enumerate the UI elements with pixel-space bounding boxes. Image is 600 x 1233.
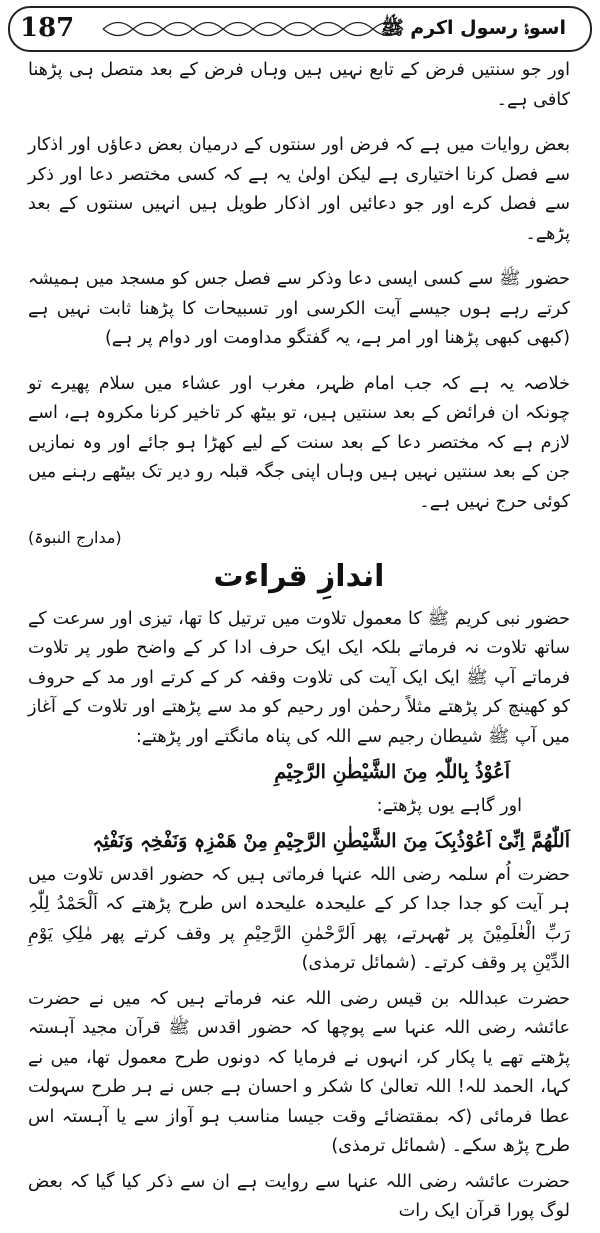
sometimes-line: اور گاہے یوں پڑھتے: xyxy=(376,795,522,816)
paragraph-6: حضرت اُم سلمہ رضی اللہ عنہا فرماتی ہیں کہ حضور اقدس تلاوت میں ہر آیت کو جدا جدا کر کے علیحدہ علیحدہ اس طرح پڑھتے کہ اَلْحَمْدُ لِلّٰہِ رَبِّ الْعٰلَمِیْنَ پر ٹھہرتے، پھر اَلرَّحْمٰنِ الرَّحِیْمِ پر وقف کرتے پھر مٰلِکِ یَوْمِ الدِّیْنِ پر وقف کرتے۔ (شمائل ترمذی) xyxy=(28,864,570,973)
section-title: اندازِ قراءت xyxy=(213,558,385,594)
page-header xyxy=(8,6,592,52)
arabic-verse-2: اَللّٰھُمَّ اِنِّیْ اَعُوْذُبِکَ مِنَ الشَّیْطٰنِ الرَّجِیْمِ مِنْ ھَمْزِہٖ وَنَفْخِہٖ وَنَفْثِہٖ xyxy=(92,830,570,852)
arabic-verse-1: اَعُوْذُ بِاللّٰہِ مِنَ الشَّیْطٰنِ الرَّجِیْمِ xyxy=(274,761,510,783)
source-citation: (مدارج النبوۃ) xyxy=(28,528,122,547)
page-number: 187 xyxy=(20,13,75,43)
paragraph-8: حضرت عائشہ رضی اللہ عنہا سے روایت ہے ان سے ذکر کیا گیا کہ بعض لوگ پورا قرآن ایک رات xyxy=(28,1171,570,1221)
paragraph-3: حضور ﷺ سے کسی ایسی دعا وذکر سے فصل جس کو مسجد میں ہمیشہ کرتے رہے ہوں جیسے آیت الکرسی اور تسبیحات کا پڑھنا ثابت نہیں ہے (کبھی کبھی پڑھنا اور امر ہے، یہ گفتگو مداومت اور دوام پر ہے) xyxy=(28,269,570,348)
paragraph-2: بعض روایات میں ہے کہ فرض اور سنتوں کے درمیان بعض دعاؤں اور اذکار سے فصل کرنا اختیاری ہے لیکن اولیٰ یہ ہے کہ کسی مختصر دعا اور ذکر سے فصل کرے اور جو دعائیں اور اذکار طویل ہیں انہیں سنتوں کے بعد پڑھے۔ xyxy=(28,135,570,244)
paragraph-4: خلاصہ یہ ہے کہ جب امام ظہر، مغرب اور عشاء میں سلام پھیرے تو چونکہ ان فرائض کے بعد سنتیں ہیں، تو بیٹھ کر تاخیر کرنا مکروہ ہے، اسے لازم ہے کہ مختصر دعا کے بعد سنت کے لیے کھڑا ہو جائے اور وہ نمازیں جن کے بعد سنتیں نہیں ہیں وہاں اپنی جگہ قبلہ رو دیر تک بیٹھے رہنے میں کوئی حرج نہیں ہے۔ xyxy=(28,373,570,512)
paragraph-1: اور جو سنتیں فرض کے تابع نہیں ہیں وہاں فرض کے بعد متصل ہی پڑھنا کافی ہے۔ xyxy=(28,60,570,110)
running-title: اسوۂ رسول اکرم ﷺ xyxy=(380,17,566,39)
header-ornament xyxy=(98,16,413,42)
paragraph-5: حضور نبی کریم ﷺ کا معمول تلاوت میں ترتیل کا تھا، تیزی اور سرعت کے ساتھ تلاوت نہ فرماتے بلکہ ایک ایک حرف ادا کر کے واضح طور پر تلاوت فرماتے آپ ﷺ ایک ایک آیت کی تلاوت وقفہ کر کے کرتے اور مد کے حروف کو کھینچ کر پڑھتے مثلاً رحمٰن اور رحیم کو مد سے پڑھتے اور تلاوت کے آغاز میں آپ ﷺ شیطان رجیم سے اللہ کی پناہ مانگتے اور پڑھتے: xyxy=(28,608,570,747)
paragraph-7: حضرت عبداللہ بن قیس رضی اللہ عنہ فرماتے ہیں کہ میں نے حضرت عائشہ رضی اللہ عنہا سے پوچھا کہ حضور اقدس ﷺ قرآن مجید آہستہ پڑھتے تھے یا پکار کر، انہوں نے فرمایا کہ دونوں طرح معمول تھا، میں نے کہا، الحمد للہ! اللہ تعالیٰ کا شکر و احسان ہے جس نے ہر طرح سہولت عطا فرمائی (کہ بمقتضائے وقت جیسا مناسب ہو آواز سے یا آہستہ اس طرح پڑھ سکے۔ (شمائل ترمذی) xyxy=(28,988,570,1156)
page-body xyxy=(28,56,570,1233)
